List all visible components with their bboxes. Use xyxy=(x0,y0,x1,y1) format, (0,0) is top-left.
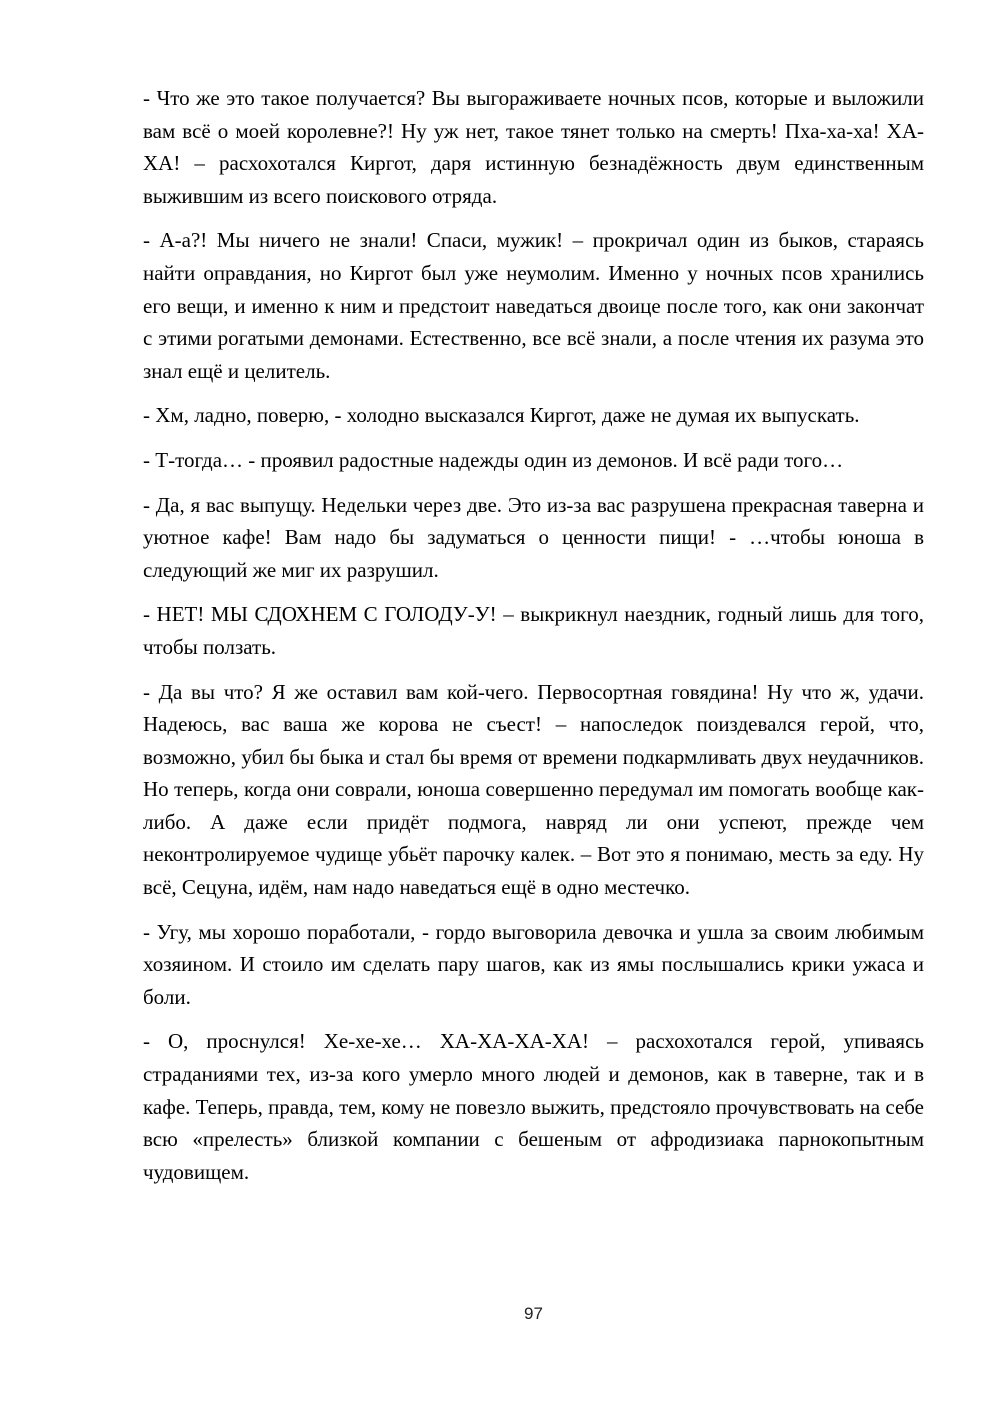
page-text-block xyxy=(143,82,924,1200)
paragraph: - Угу, мы хорошо поработали, - гордо выговорила девочка и ушла за своим любимым хозяином. И стоило им сделать пару шагов, как из ямы послышались крики ужаса и боли. xyxy=(143,919,924,1009)
paragraph: - О, проснулся! Хе-хе-хе… ХА-ХА-ХА-ХА! – расхохотался герой, упиваясь страданиями тех, из-за кого умерло много людей и демонов, как в таверне, так и в кафе. Теперь, правда, тем, кому не повезло выжить, предстояло прочувствовать на себе всю «прелесть» близкой компании с бешеным от афродизиака парнокопытным чудовищем. xyxy=(143,1029,924,1184)
page-number: 97 xyxy=(524,1304,543,1323)
paragraph: - Т-тогда… - проявил радостные надежды один из демонов. И всё ради того… xyxy=(143,447,844,472)
paragraph: - НЕТ! МЫ СДОХНЕМ С ГОЛОДУ-У! – выкрикнул наездник, годный лишь для того, чтобы ползать. xyxy=(143,602,924,659)
paragraph: - А-а?! Мы ничего не знали! Спаси, мужик! – прокричал один из быков, стараясь найти оправдания, но Киргот был уже неумолим. Именно у ночных псов хранились его вещи, и именно к ним и предстоит наведаться двоице после того, как они закончат с этими рогатыми демонами. Естественно, все всё знали, а после чтения их разума это знал ещё и целитель. xyxy=(143,228,924,383)
paragraph: - Да вы что? Я же оставил вам кой-чего. Первосортная говядина! Ну что ж, удачи. Надеюсь, вас ваша же корова не съест! – напоследок поиздевался герой, что, возможно, убил бы быка и стал бы время от времени подкармливать двух неудачников. Но теперь, когда они соврали, юноша совершенно передумал им помогать вообще как-либо. А даже если придёт подмога, навряд ли они успеют, прежде чем неконтролируемое чудище убьёт парочку калек. – Вот это я понимаю, месть за еду. Ну всё, Сецуна, идём, нам надо наведаться ещё в одно местечко. xyxy=(143,679,924,900)
paragraph: - Что же это такое получается? Вы выгораживаете ночных псов, которые и выложили вам всё о моей королевне?! Ну уж нет, такое тянет только на смерть! Пха-ха-ха! ХА-ХА! – расхохотался Киргот, даря истинную безнадёжность двум единственным выжившим из всего поискового отряда. xyxy=(143,86,924,208)
paragraph: - Да, я вас выпущу. Недельки через две. Это из-за вас разрушена прекрасная таверна и уютное кафе! Вам надо бы задуматься о ценности пищи! - …чтобы юноша в следующий же миг их разрушил. xyxy=(143,492,924,582)
paragraph: - Хм, ладно, поверю, - холодно высказался Киргот, даже не думая их выпускать. xyxy=(143,403,860,428)
